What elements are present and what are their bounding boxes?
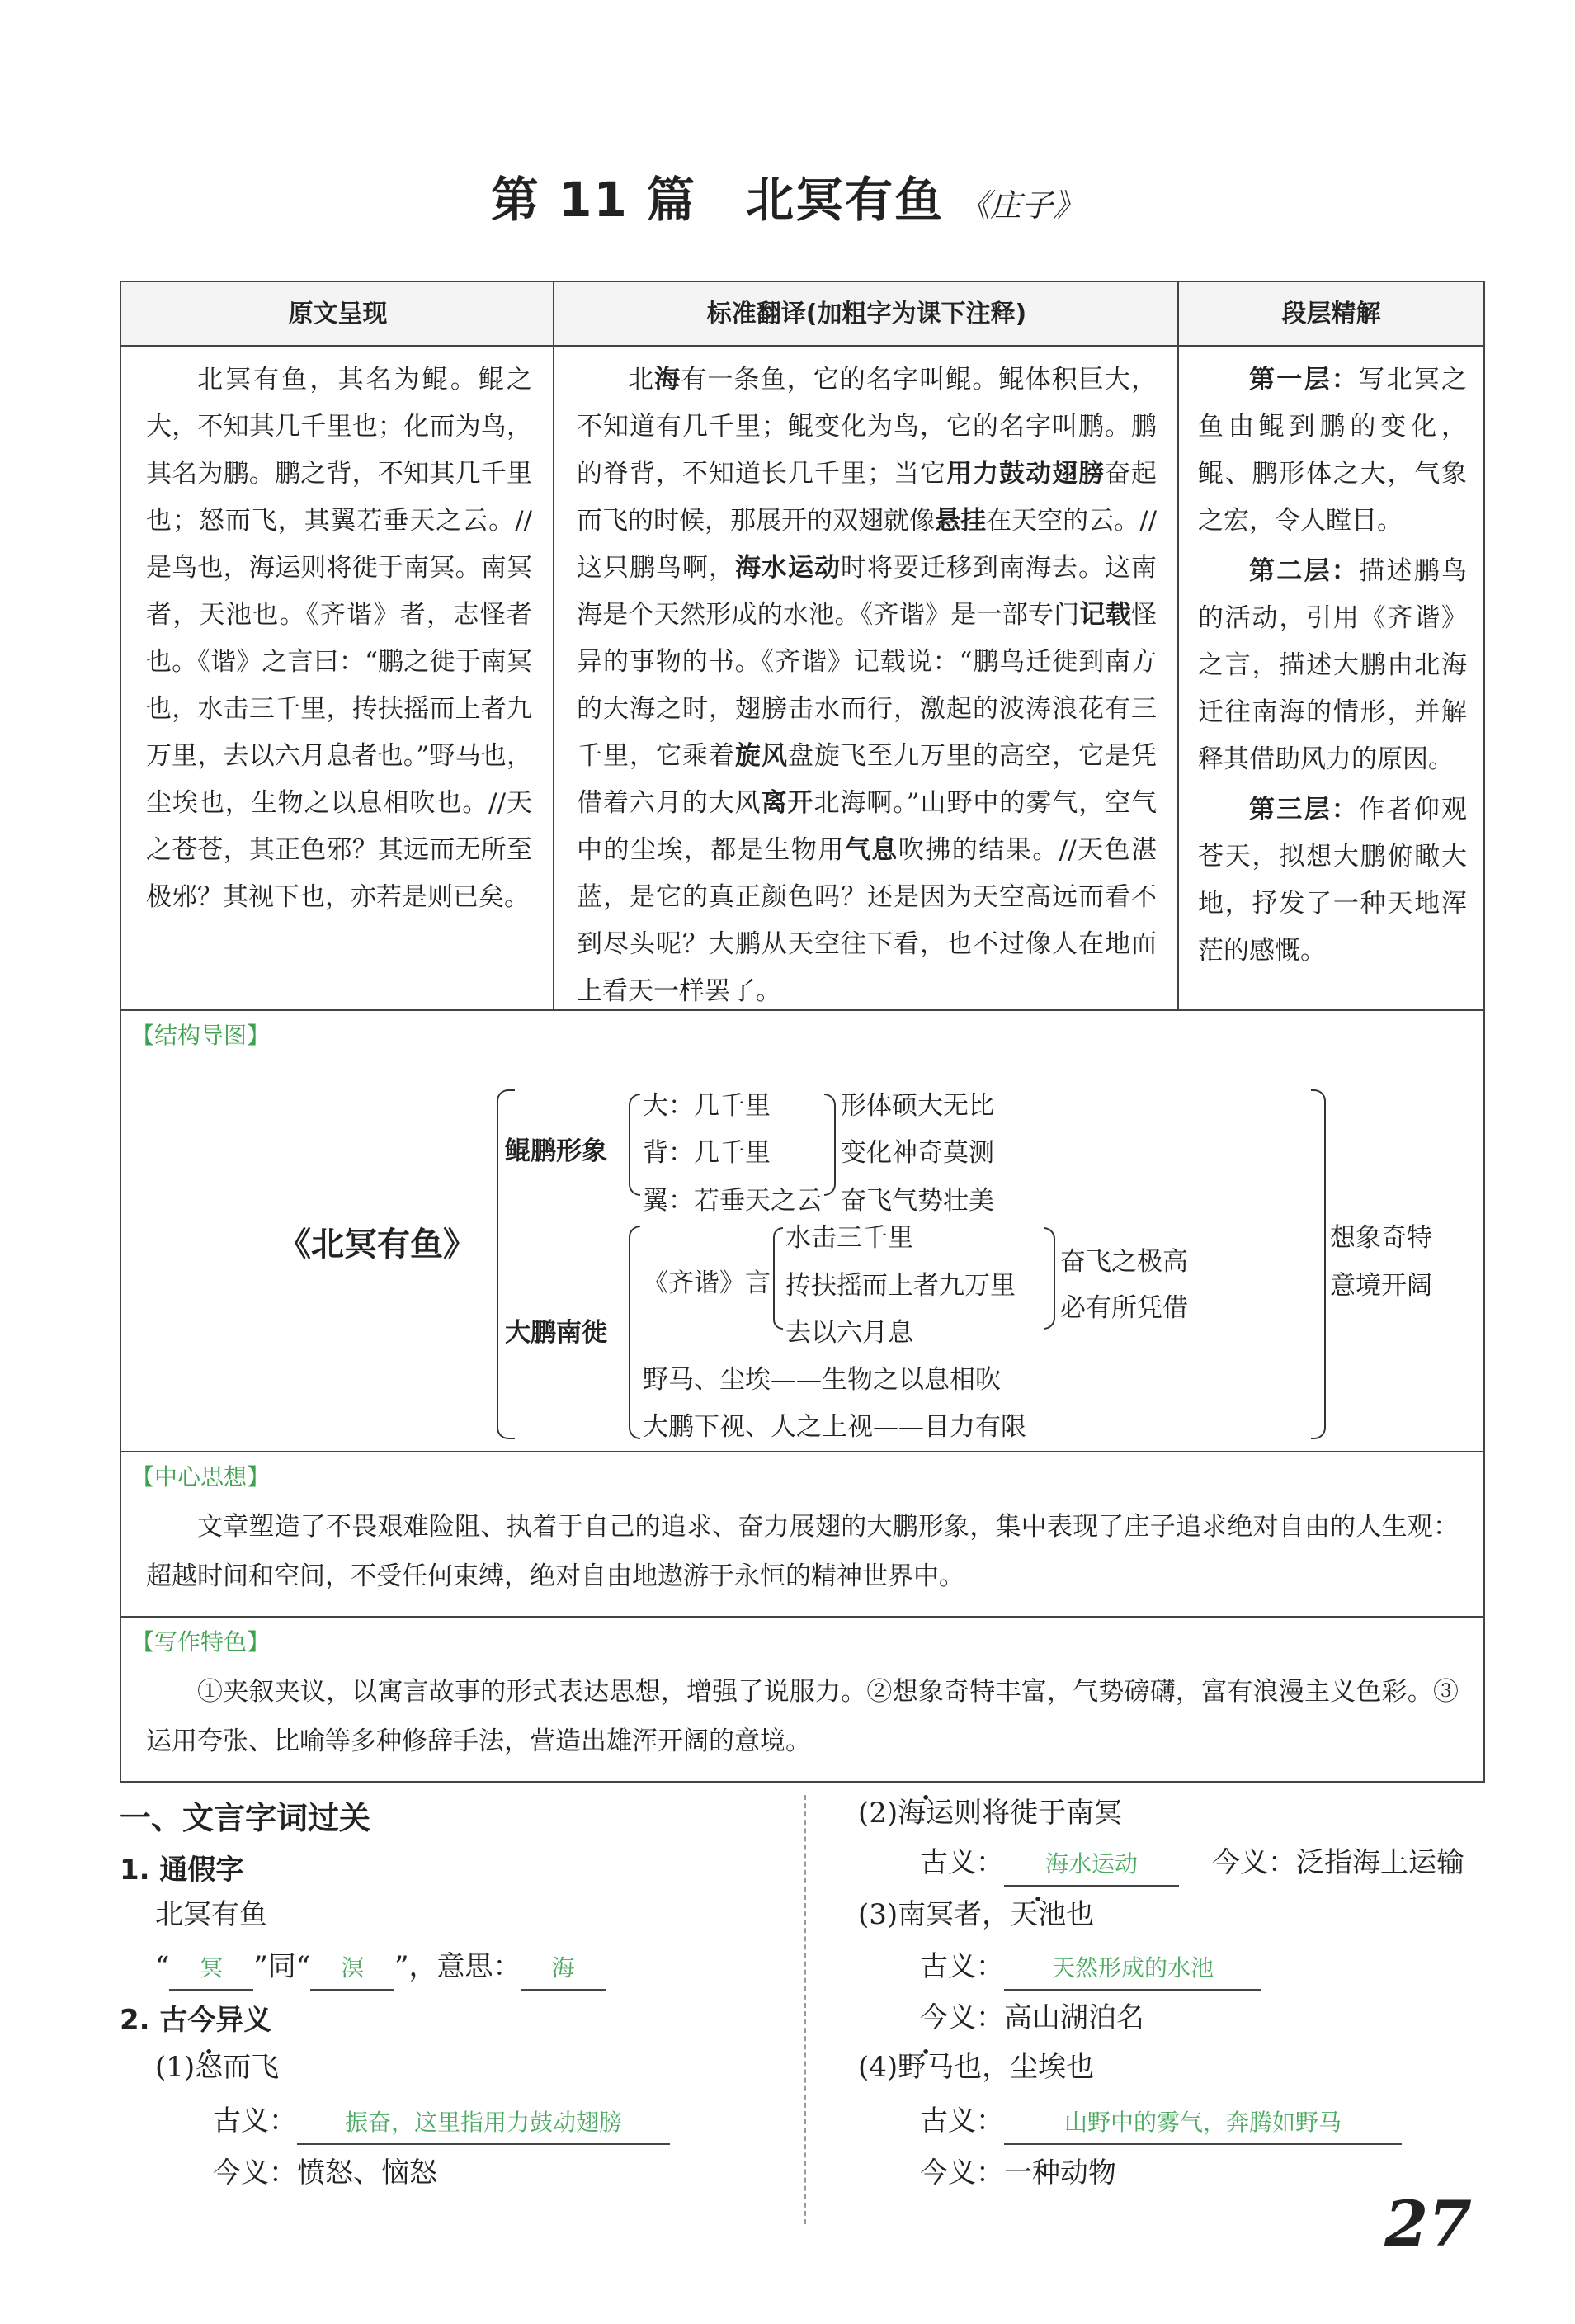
lesson-source: 《庄子》	[959, 187, 1085, 224]
header-layers: 段层精解	[1179, 282, 1483, 347]
q2-title: 2. 古今异义	[120, 2004, 272, 2037]
header-translation: 标准翻译(加粗字为课下注释)	[554, 282, 1179, 347]
answer-blank[interactable]: 冥	[169, 1948, 253, 1991]
central-idea-text: 文章塑造了不畏艰难险阻、执着于自己的追求、奋力展翅的大鹏形象，集中表现了庄子追求绝对自由的人生观：超越时间和空间，不受任何束缚，绝对自由地遨游于永恒的精神世界中。	[146, 1512, 1459, 1591]
branch-migration-brace	[629, 1226, 640, 1439]
shape-items-brace	[824, 1094, 836, 1196]
qixie-quote: 去以六月息	[785, 1318, 913, 1348]
column-divider	[553, 282, 554, 1009]
migration-extra: 大鹏下视、人之上视——目力有限	[643, 1412, 1026, 1442]
q2-item-1-ancient: 古义： 振奋，这里指用力鼓动翅膀	[213, 2100, 670, 2145]
conclusion-item: 想象奇特	[1330, 1223, 1432, 1253]
shape-feature: 变化神奇莫测	[841, 1138, 994, 1168]
q2-item-4: (4)野马也，尘埃也	[858, 2051, 1095, 2084]
lesson-number: 第 11 篇	[490, 172, 697, 228]
qixie-summary: 必有所凭借	[1060, 1293, 1188, 1323]
shape-feature: 形体硕大无比	[841, 1091, 994, 1121]
quotes-brace	[773, 1227, 783, 1330]
translation-segment: 在天空的云。//这只鹏鸟啊，	[577, 506, 1158, 583]
original-text	[146, 357, 532, 921]
writing-features-tag: 【写作特色】	[131, 1628, 271, 1656]
branch-migration-label: 大鹏南徙	[505, 1318, 607, 1348]
glossed-term: 旋风	[735, 741, 788, 771]
answer-blank[interactable]: 海水运动	[1004, 1844, 1179, 1887]
layers-text	[1198, 357, 1467, 975]
column-divider	[804, 1795, 806, 2224]
branch-shape-label: 鲲鹏形象	[505, 1136, 607, 1166]
layer-3: 第三层：作者仰观苍天，拟想大鹏俯瞰大地，抒发了一种天地浑茫的感慨。	[1198, 795, 1468, 966]
central-idea	[120, 1452, 1485, 1618]
shape-feature: 奋飞气势壮美	[841, 1186, 994, 1216]
translation-segment: 时将要迁移到南海去。这南海是个天然形成的水池。《齐谐》是一部专门	[577, 553, 1157, 630]
answer-blank[interactable]: 山野中的雾气，奔腾如野马	[1004, 2102, 1402, 2145]
glossed-term: 海	[654, 365, 681, 394]
page-number: 27	[1384, 2187, 1472, 2260]
translation-segment: 北	[628, 365, 655, 394]
structure-diagram	[120, 1011, 1485, 1452]
text-table	[120, 281, 1485, 1011]
q1-phrase: 北冥有鱼	[155, 1898, 267, 1931]
page-title	[0, 161, 1575, 230]
conclusion-brace	[1311, 1089, 1326, 1439]
translation-segment: 北海啊。”山野中的雾气，空气中的尘埃，都是生物用	[577, 788, 1158, 865]
glossed-term: 用力鼓动翅膀	[946, 459, 1105, 489]
original-paragraph: 北冥有鱼，其名为鲲。鲲之大，不知其几千里也；化而为鸟，其名为鹏。鹏之背，不知其几千里也；怒而飞，其翼若垂天之云。//是鸟也，海运则将徙于南冥。南冥者，天池也。《齐谐》者，志怪者也。《谐》之言曰：“鹏之徙于南冥也，水击三千里，抟扶摇而上者九万里，去以六月息者也。”野马也，尘埃也，生物之以息相吹也。//天之苍苍，其正色邪？其远而无所至极邪？其视下也，亦若是则已矣。	[146, 365, 532, 912]
qixie-quote: 抟扶摇而上者九万里	[785, 1271, 1016, 1301]
diagram-tag: 【结构导图】	[131, 1022, 271, 1049]
quotes-close-brace	[1044, 1227, 1055, 1330]
glossed-term: 悬挂	[935, 506, 987, 536]
translation-segment: 怪异的事物的书。《齐谐》记载说：“鹏鸟迁徙到南方的大海之时，翅膀击水而行，激起的波涛浪花有三千里，它乘着	[577, 600, 1157, 771]
q2-item-1-modern: 今义：愤怒、恼怒	[213, 2156, 437, 2189]
q2-item-3: (3)南冥者，天池也	[858, 1898, 1095, 1931]
q1-answer-line: “ 冥 ”同“ 溟 ”，意思： 海	[155, 1946, 606, 1991]
q2-item-3-ancient: 古义： 天然形成的水池	[920, 1946, 1261, 1991]
answer-blank[interactable]: 海	[521, 1948, 606, 1991]
exercise-section-title: 一、文言字词过关	[120, 1800, 371, 1836]
central-idea-tag: 【中心思想】	[131, 1463, 271, 1490]
layer-1: 第一层：写北冥之鱼由鲲到鹏的变化，鲲、鹏形体之大，气象之宏，令人瞠目。	[1198, 365, 1468, 536]
q2-item-1: (1)怒而飞	[155, 2051, 280, 2084]
qixie-quote: 水击三千里	[785, 1223, 913, 1253]
glossed-term: 记载	[1079, 600, 1131, 630]
translation-paragraph	[577, 357, 1157, 1015]
q1-title: 1. 通假字	[120, 1854, 244, 1887]
migration-extra: 野马、尘埃——生物之以息相吹	[643, 1365, 1001, 1395]
answer-blank[interactable]: 溟	[310, 1948, 394, 1991]
q2-item-2-ancient: 古义： 海水运动 今义：泛指海上运输	[920, 1842, 1464, 1887]
shape-item: 背：几千里	[643, 1138, 771, 1168]
glossed-term: 海水运动	[735, 553, 841, 583]
column-divider	[1177, 282, 1179, 1009]
translation-segment: 吹拂的结果。//天色湛蓝，是它的真正颜色吗？还是因为天空高远而看不到尽头呢？大鹏从天空往下看，也不过像人在地面上看天一样罢了。	[577, 835, 1158, 1006]
translation-segment: 有一条鱼，它的名字叫鲲。鲲体积巨大，不知道有几千里；鲲变化为鸟，它的名字叫鹏。鹏的脊背，不知道长几千里；当它	[577, 365, 1158, 489]
shape-item: 翼：若垂天之云	[643, 1186, 822, 1216]
writing-features	[120, 1618, 1485, 1783]
answer-blank[interactable]: 天然形成的水池	[1004, 1948, 1261, 1991]
translation-segment: 奋起而飞的时候，那展开的双翅就像	[577, 459, 1157, 536]
qixie-summary: 奋飞之极高	[1060, 1247, 1188, 1277]
layer-2: 第二层：描述鹏鸟的活动，引用《齐谐》之言，描述大鹏由北海迁往南海的情形，并解释其借助风力的原因。	[1198, 556, 1468, 774]
header-original: 原文呈现	[121, 282, 554, 347]
q2-item-4-modern: 今义：一种动物	[920, 2156, 1116, 2189]
translation-text	[577, 357, 1157, 1015]
conclusion-item: 意境开阔	[1330, 1271, 1432, 1301]
q2-item-4-ancient: 古义： 山野中的雾气，奔腾如野马	[920, 2100, 1402, 2145]
diagram-root: 《北冥有鱼》	[278, 1226, 476, 1264]
writing-features-text: ①夹叙夹议，以寓言故事的形式表达思想，增强了说服力。②想象奇特丰富，气势磅礴，富有浪漫主义色彩。③运用夸张、比喻等多种修辞手法，营造出雄浑开阔的意境。	[146, 1677, 1459, 1756]
translation-segment: 盘旋飞至九万里的高空，它是凭借着六月的大风	[577, 741, 1157, 818]
glossed-term: 气息	[844, 835, 898, 865]
q2-item-3-modern: 今义：高山湖泊名	[920, 2001, 1144, 2034]
lesson-name: 北冥有鱼	[746, 172, 945, 228]
qixie-source: 《齐谐》言	[643, 1268, 771, 1298]
answer-blank[interactable]: 振奋，这里指用力鼓动翅膀	[297, 2102, 670, 2145]
shape-item: 大：几千里	[643, 1091, 771, 1121]
branch-shape-brace	[629, 1094, 640, 1196]
q2-item-2: (2)海运则将徙于南冥	[858, 1797, 1123, 1830]
glossed-term: 离开	[761, 788, 814, 818]
